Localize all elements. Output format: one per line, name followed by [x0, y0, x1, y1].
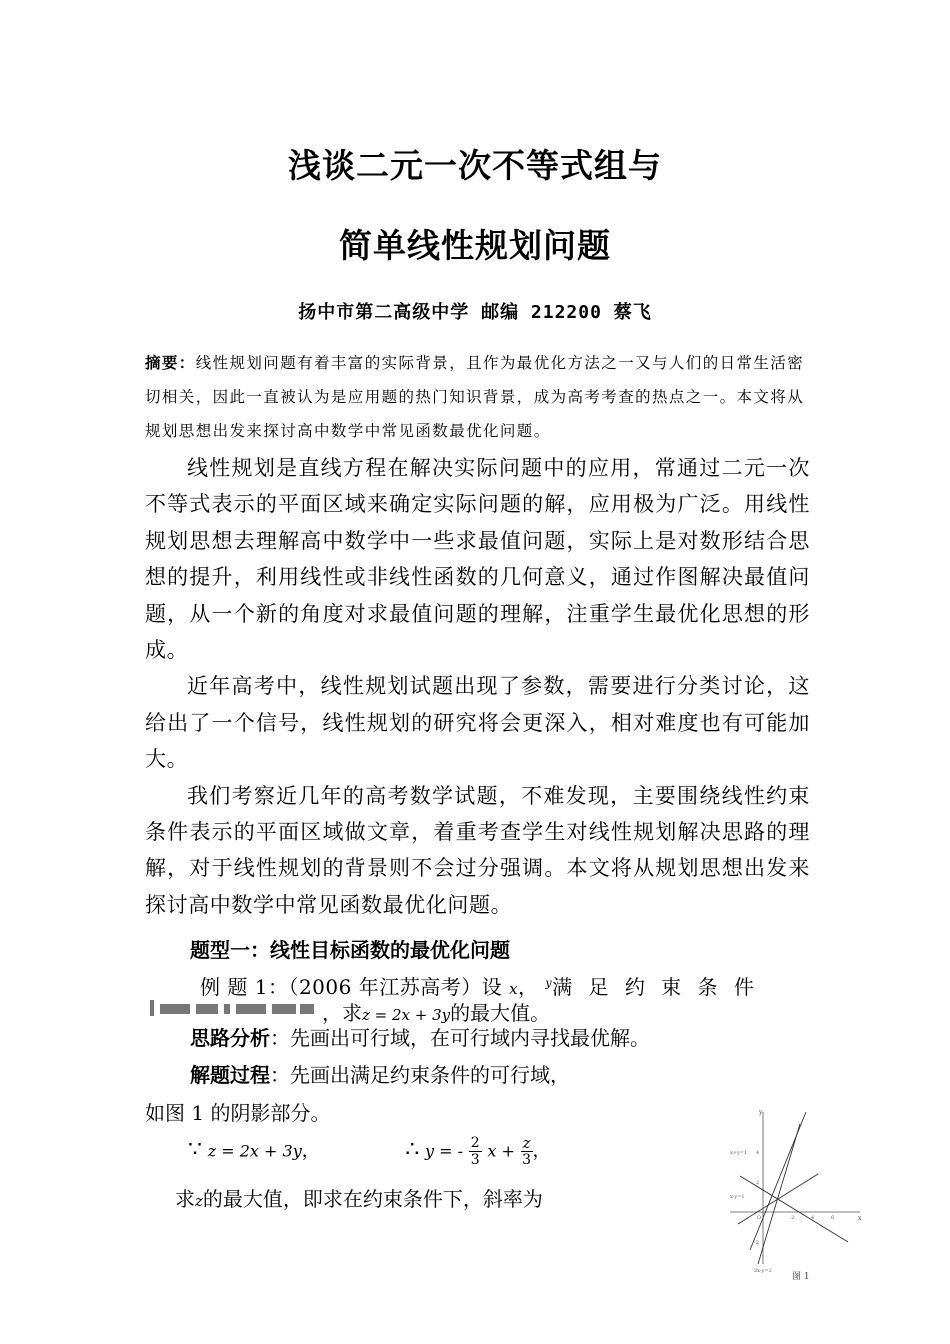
section-heading: 题型一：线性目标函数的最优化问题 — [190, 938, 510, 962]
example-suffix: 满 足 约 束 条 件 — [552, 975, 759, 999]
label-line-1: x+y=1 — [730, 1150, 748, 1156]
example-line-1 — [200, 971, 759, 1000]
axis-y-label: y — [759, 1109, 763, 1116]
last-line — [175, 1183, 543, 1212]
constraint-image — [150, 999, 322, 1019]
formula-comma-2: ， — [532, 1140, 551, 1162]
formula-comma-1: ， — [301, 1140, 320, 1162]
abstract-label: 摘要： — [145, 353, 196, 372]
tick-x4: 4 — [811, 1215, 815, 1221]
formula-expr-1: z = 2x + 3y — [207, 1141, 302, 1161]
paragraph-2: 近年高考中，线性规划试题出现了参数，需要进行分类讨论，这给出了一个信号，线性规划的研究将会更深入，相对难度也有可能加大。 — [145, 674, 810, 772]
title-line-1: 浅谈二元一次不等式组与 — [288, 146, 662, 185]
formula-line — [188, 1135, 551, 1168]
solution-line — [190, 1059, 570, 1088]
abstract — [145, 346, 810, 448]
solution-text: 先画出满足约束条件的可行域， — [290, 1063, 570, 1087]
solution-cont: 如图 1 的阴影部分。 — [145, 1101, 331, 1125]
tick-x2: 2 — [791, 1215, 795, 1221]
analysis-colon: ： — [270, 1026, 290, 1050]
because-symbol: ∵ — [188, 1137, 202, 1163]
frac1-num: 2 — [470, 1135, 480, 1151]
therefore-symbol: ∴ — [405, 1137, 420, 1163]
objective-expr: z = 2x + 3y — [362, 1006, 451, 1024]
var-x: x — [509, 980, 519, 998]
axis-x-label: x — [858, 1215, 862, 1222]
title-line-2: 简单线性规划问题 — [339, 226, 611, 265]
tick-y2: 2 — [756, 1180, 760, 1186]
analysis-line — [190, 1022, 650, 1051]
tick-yneg2: -2 — [754, 1240, 759, 1246]
last-line-pre: 求 — [175, 1187, 195, 1211]
frac2-den: 3 — [522, 1152, 532, 1168]
label-line-2: x-y=1 — [730, 1194, 745, 1200]
constraint-line-3 — [758, 1124, 800, 1264]
tick-origin: O — [757, 1215, 762, 1221]
last-line-var: z — [195, 1192, 203, 1210]
fraction-z-3 — [521, 1135, 533, 1168]
body-text — [145, 450, 810, 923]
analysis-label: 思路分析 — [190, 1026, 270, 1050]
solution-label: 解题过程 — [190, 1063, 270, 1087]
formula-expr-2-mid: x + — [487, 1141, 515, 1161]
paragraph-3: 我们考察近几年的高考数学试题，不难发现，主要围绕线性约束条件表示的平面区域做文章，着重考查学生对线性规划解决思路的理解，对于线性规划的背景则不会过分强调。本文将从规划思想出发来探讨高中数学中常见函数最优化问题。 — [145, 783, 810, 917]
abstract-text: 线性规划问题有着丰富的实际背景，且作为最优化方法之一又与人们的日常生活密切相关，因此一直被认为是应用题的热门知识背景，成为高考考查的热点之一。本文将从规划思想出发来探讨高中数学中常见函数最优化问题。 — [145, 354, 805, 440]
tick-x6: 6 — [831, 1215, 835, 1221]
last-line-post: 的最大值，即求在约束条件下，斜率为 — [202, 1187, 543, 1211]
example-sep: ， — [518, 975, 539, 999]
solution-colon: ： — [270, 1063, 290, 1087]
author-line: 扬中市第二高级中学 邮编 212200 蔡飞 — [298, 302, 652, 323]
formula-expr-2-pre: y = - — [424, 1141, 463, 1161]
var-y: y — [545, 976, 553, 990]
label-line-3: 2x-y=2 — [754, 1268, 772, 1274]
frac2-num: z — [522, 1134, 531, 1152]
example-line2-pre: ，求 — [322, 1001, 362, 1025]
frac1-den: 3 — [470, 1152, 480, 1168]
analysis-text: 先画出可行域，在可行域内寻找最优解。 — [290, 1026, 650, 1050]
paragraph-1: 线性规划是直线方程在解决实际问题中的应用，常通过二元一次不等式表示的平面区域来确定实际问题的解，应用极为广泛。用线性规划思想去理解高中数学中一些求最值问题，实际上是对数形结合思想的提升，利用线性或非线性函数的几何意义，通过作图解决最值问题，从一个新的角度对求最值问题的理解，注重学生最优化思想的形成。 — [145, 456, 810, 663]
figure-1 — [728, 1104, 868, 1282]
tick-y4: 4 — [756, 1150, 760, 1156]
figure-caption: 图 1 — [792, 1272, 810, 1282]
example-prefix: 例 题 1：（2006 年江苏高考）设 — [200, 975, 503, 999]
fraction-2-3 — [469, 1135, 482, 1168]
example-line2-post: 的最大值。 — [450, 1001, 551, 1025]
